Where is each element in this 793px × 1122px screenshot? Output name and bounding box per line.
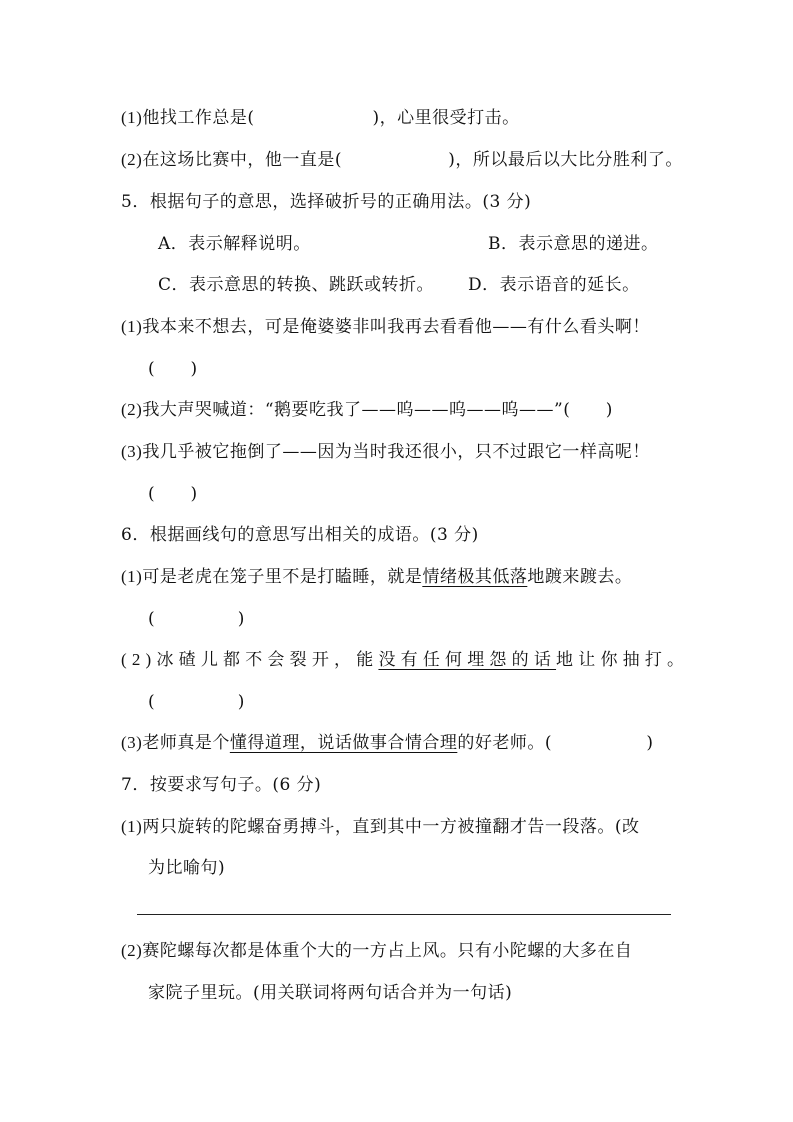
q5-option-a: A．表示解释说明。 [158,234,311,254]
underlined-phrase: 没有任何埋怨的话 [378,650,557,670]
prompt-text-end: 的好老师。( ) [457,733,654,753]
item-number: (2) [121,941,143,960]
item-number: (3) [121,442,143,461]
q6-item-2 [121,648,689,672]
q7-item-1-cont: 为比喻句) [148,858,226,878]
prompt-text: 老师真是个 [142,733,230,753]
q7-item-2 [121,939,632,963]
item-number: (3) [121,733,143,752]
q6-title: 6．根据画线句的意思写出相关的成语。(3 分) [121,525,479,545]
underlined-phrase: 懂得道理，说话做事合情合理 [229,733,458,753]
prompt-text: 在这场比赛中，他一直是( [142,150,342,170]
item-number: (2) [121,150,143,169]
q5-item-2 [121,398,613,422]
q5-item-3 [121,440,650,464]
q5-option-c: C．表示意思的转换、跳跃或转折。 [158,275,435,295]
q5-item-1 [121,315,650,339]
item-number: (1) [121,567,143,586]
answer-line[interactable] [137,914,671,915]
q6-item-1-answer[interactable]: ( ) [148,609,245,629]
prompt-text-end: )，所以最后以大比分胜利了。 [448,150,683,170]
prompt-text: 冰碴儿都不会裂开，能 [156,650,379,670]
q5-option-b: B．表示意思的递进。 [488,234,659,254]
q5-option-d: D．表示语音的延长。 [468,275,640,295]
q6-item-3 [121,731,654,755]
prompt-text: 我几乎被它拖倒了——因为当时我还很小，只不过跟它一样高呢！ [142,442,650,462]
q4-item-2 [121,148,683,172]
prompt-text: 可是老虎在笼子里不是打瞌睡，就是 [142,567,423,587]
q5-item-1-answer[interactable]: ( ) [148,359,198,379]
q5-item-3-answer[interactable]: ( ) [148,484,198,504]
prompt-text-end: 地让你抽打。 [556,650,690,670]
prompt-text: 他找工作总是( [142,108,255,128]
answer-blank[interactable] [254,108,372,128]
prompt-text: 我大声哭喊道：“鹅要吃我了——呜——呜——呜——”( ) [142,400,613,420]
underlined-phrase: 情绪极其低落 [422,567,528,587]
answer-blank[interactable] [342,150,448,170]
item-number: (1) [121,108,143,127]
q6-item-1 [121,565,632,589]
item-number: (2) [121,650,157,669]
prompt-text: 两只旋转的陀螺奋勇搏斗，直到其中一方被撞翻才告一段落。(改 [142,817,640,837]
prompt-text-end: 地踱来踱去。 [527,567,633,587]
q7-title: 7．按要求写句子。(6 分) [121,775,322,795]
q4-item-1 [121,106,520,130]
item-number: (1) [121,317,143,336]
q5-title: 5．根据句子的意思，选择破折号的正确用法。(3 分) [121,192,532,212]
q7-item-2-cont: 家院子里玩。(用关联词将两句话合并为一句话) [148,983,513,1003]
item-number: (1) [121,817,143,836]
q6-item-2-answer[interactable]: ( ) [148,692,245,712]
q7-item-1 [121,815,639,839]
prompt-text-end: )，心里很受打击。 [372,108,520,128]
prompt-text: 赛陀螺每次都是体重个大的一方占上风。只有小陀螺的大多在自 [142,941,633,961]
prompt-text: 我本来不想去，可是俺婆婆非叫我再去看看他——有什么看头啊！ [142,317,650,337]
item-number: (2) [121,400,143,419]
